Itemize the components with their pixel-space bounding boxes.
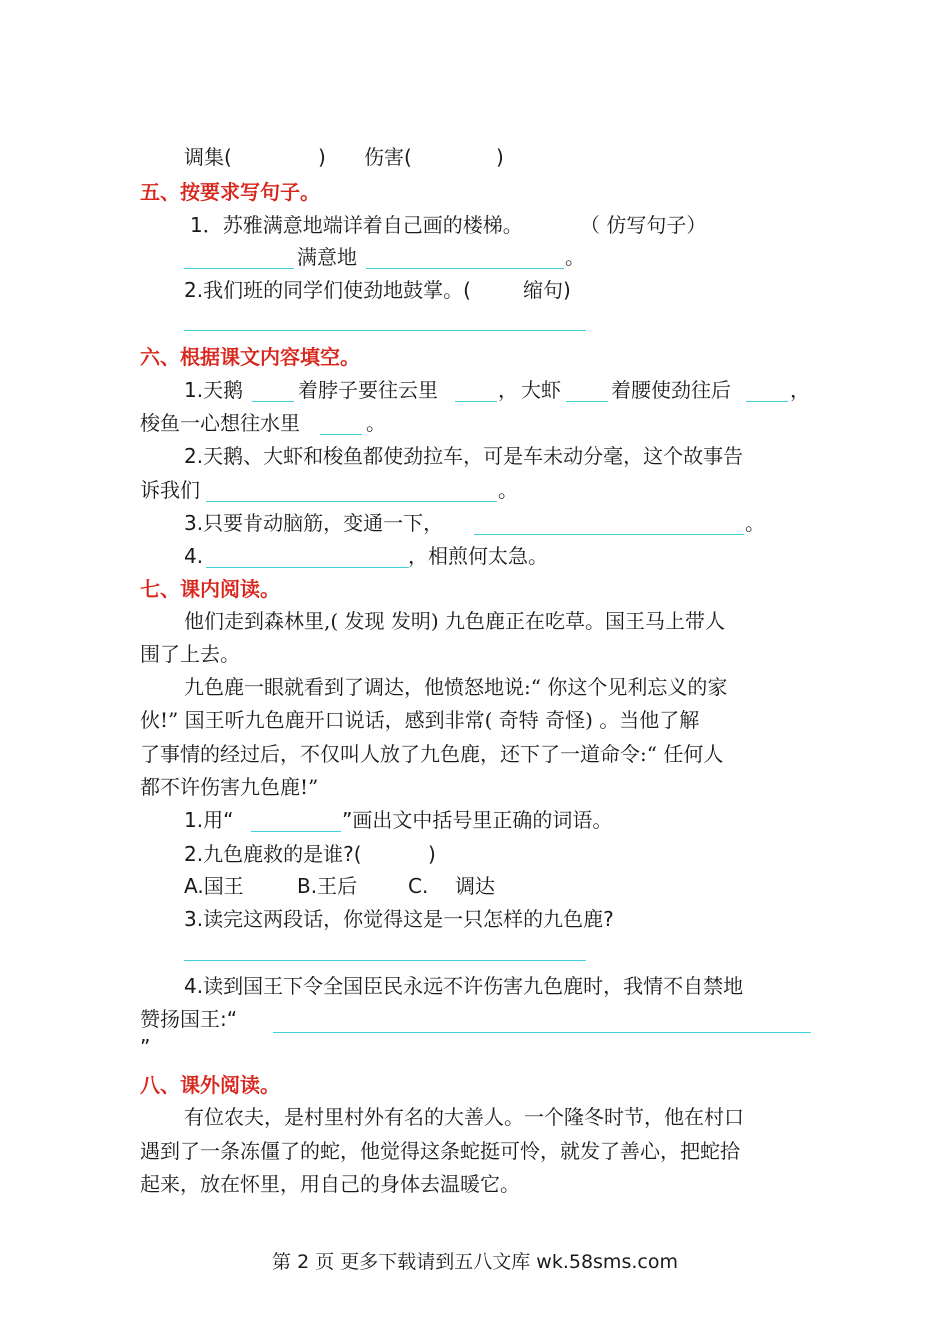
period: 。 xyxy=(745,511,765,535)
s6-q1-g: 梭鱼一心想往水里 xyxy=(140,411,300,435)
passage-line: 九色鹿一眼就看到了调达，他愤怒地说:“ 你这个见利忘义的家 xyxy=(184,675,728,699)
option-c-text: 调达 xyxy=(455,874,495,898)
s6-q4-text: ，相煎何太急。 xyxy=(408,544,548,568)
passage-line: 围了上去。 xyxy=(140,642,240,666)
word-shanghai: 伤害( xyxy=(364,145,412,169)
s6-q2-line1: 2.天鹅、大虾和梭鱼都使劲拉车，可是车未动分毫，这个故事告 xyxy=(184,444,744,468)
answer-blank[interactable] xyxy=(184,330,586,331)
section-7-heading: 七、课内阅读。 xyxy=(140,577,280,601)
s7-q1-a: 1.用“ xyxy=(184,808,234,832)
passage-line: 伙!” 国王听九色鹿开口说话，感到非常( 奇特 奇怪) 。当他了解 xyxy=(140,708,700,732)
paren-close: ) xyxy=(318,145,326,169)
answer-blank[interactable] xyxy=(455,401,497,402)
s6-q2-b: 诉我们 xyxy=(140,478,200,502)
s6-q1-c: ， xyxy=(498,378,518,402)
answer-blank[interactable] xyxy=(252,401,294,402)
answer-blank[interactable] xyxy=(366,268,564,269)
answer-blank[interactable] xyxy=(273,1032,811,1033)
s5-fill-word: 满意地 xyxy=(297,245,357,269)
s6-q4-num: 4. xyxy=(184,544,204,568)
answer-blank[interactable] xyxy=(566,401,608,402)
s7-q2-text: 2.九色鹿救的是谁?( xyxy=(184,842,362,866)
answer-blank[interactable] xyxy=(474,534,744,535)
s6-q1-b: 着脖子要往云里 xyxy=(298,378,438,402)
passage-line: 他们走到森林里,( 发现 发明) 九色鹿正在吃草。国王马上带人 xyxy=(184,609,726,633)
s7-q4-text: 赞扬国王:“ xyxy=(140,1007,238,1031)
s6-q1-h: 。 xyxy=(366,411,386,435)
period: 。 xyxy=(565,245,585,269)
page-footer: 第 2 页 更多下载请到五八文库 wk.58sms.com xyxy=(272,1251,678,1273)
passage-line: 都不许伤害九色鹿!” xyxy=(140,775,319,799)
s5-q1-text: 1．苏雅满意地端详着自己画的楼梯。 xyxy=(190,213,523,237)
answer-blank[interactable] xyxy=(251,831,341,832)
s5-q1-requirement: （ 仿写句子） xyxy=(580,213,707,237)
section-6-heading: 六、根据课文内容填空。 xyxy=(140,345,360,369)
closing-quote: ” xyxy=(140,1035,151,1059)
answer-blank[interactable] xyxy=(206,567,409,568)
answer-blank[interactable] xyxy=(184,960,586,961)
word-diaoji: 调集( xyxy=(184,145,232,169)
s6-q1-f: ， xyxy=(790,378,810,402)
passage-line: 了事情的经过后，不仅叫人放了九色鹿，还下了一道命令:“ 任何人 xyxy=(140,742,724,766)
s5-q2-requirement: 缩句) xyxy=(523,278,571,302)
passage-line: 遇到了一条冻僵了的蛇，他觉得这条蛇挺可怜，就发了善心，把蛇拾 xyxy=(140,1139,740,1163)
paren-close: ) xyxy=(428,842,436,866)
s5-q2-text: 2.我们班的同学们使劲地鼓掌。( xyxy=(184,278,471,302)
option-a[interactable]: A.国王 xyxy=(184,874,244,898)
option-b[interactable]: B.王后 xyxy=(297,874,358,898)
period: 。 xyxy=(498,478,518,502)
passage-line: 起来，放在怀里，用自己的身体去温暖它。 xyxy=(140,1172,520,1196)
s6-q3-text: 3.只要肯动脑筋，变通一下， xyxy=(184,511,444,535)
s6-q1-e: 着腰使劲往后 xyxy=(611,378,731,402)
passage-line: 有位农夫，是村里村外有名的大善人。一个隆冬时节，他在村口 xyxy=(184,1105,744,1129)
answer-blank[interactable] xyxy=(184,268,294,269)
s7-q4-line1: 4.读到国王下令全国臣民永远不许伤害九色鹿时，我情不自禁地 xyxy=(184,974,744,998)
s7-q1-b: ”画出文中括号里正确的词语。 xyxy=(342,808,613,832)
s6-q1-a: 1.天鹅 xyxy=(184,378,244,402)
s7-q3-line: 3.读完这两段话，你觉得这是一只怎样的九色鹿? xyxy=(184,907,614,931)
section-5-heading: 五、按要求写句子。 xyxy=(140,180,320,204)
section-8-heading: 八、课外阅读。 xyxy=(140,1073,280,1097)
option-c[interactable]: C. xyxy=(408,874,429,898)
answer-blank[interactable] xyxy=(746,401,788,402)
paren-close: ) xyxy=(496,145,504,169)
s6-q1-d: 大虾 xyxy=(521,378,561,402)
answer-blank[interactable] xyxy=(320,434,362,435)
answer-blank[interactable] xyxy=(206,501,497,502)
